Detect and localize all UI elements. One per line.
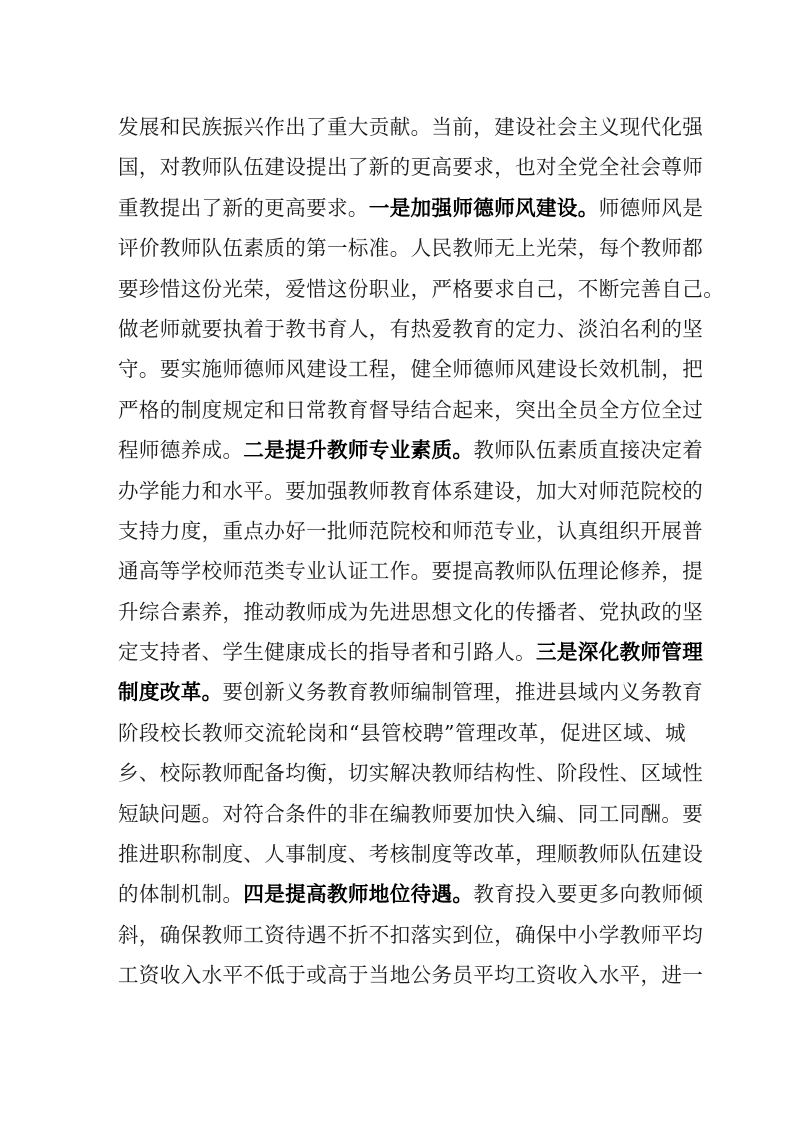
text-line [118, 430, 704, 470]
text-segment: 教育投入要更多向教师倾 [473, 882, 704, 907]
text-line [118, 551, 704, 591]
text-line [118, 632, 704, 672]
text-line [118, 511, 704, 551]
text-segment: 严格的制度规定和日常教育督导结合起来，突出全员全方位全过 [118, 397, 704, 422]
text-line [118, 188, 704, 228]
text-segment: 做老师就要执着于教书育人，有热爱教育的定力、淡泊名利的坚 [118, 316, 704, 341]
text-segment: 工资收入水平不低于或高于当地公务员平均工资收入水平，进一 [118, 963, 704, 988]
bold-heading-phrase: 二是提升教师专业素质。 [243, 438, 474, 463]
text-line [118, 228, 704, 268]
text-line [118, 794, 704, 834]
text-line [118, 309, 704, 349]
body-text [118, 107, 725, 996]
bold-heading-phrase: 制度改革。 [118, 680, 223, 705]
text-segment: 要创新义务教育教师编制管理，推进县域内义务教育 [222, 680, 704, 705]
text-line [118, 592, 704, 632]
text-segment: 发展和民族振兴作出了重大贡献。当前，建设社会主义现代化强 [118, 115, 704, 139]
bold-heading-phrase: 四是提高教师地位待遇。 [243, 882, 474, 907]
text-line [118, 107, 704, 147]
text-line [118, 713, 686, 753]
text-segment: 短缺问题。对符合条件的非在编教师要加快入编、同工同酬。要 [118, 801, 704, 826]
text-segment: 教师队伍素质直接决定着 [473, 438, 704, 463]
text-segment: 重教提出了新的更高要求。 [118, 195, 369, 220]
bold-heading-phrase: 一是加强师德师风建设。 [368, 195, 599, 220]
text-segment: 国，对教师队伍建设提出了新的更高要求，也对全党全社会尊师 [118, 155, 704, 180]
text-segment: 要珍惜这份光荣，爱惜这份职业，严格要求自己，不断完善自己。 [118, 276, 725, 301]
text-segment: 斜，确保教师工资待遇不折不扣落实到位，确保中小学教师平均 [118, 922, 704, 947]
text-segment: 通高等学校师范类专业认证工作。要提高教师队伍理论修养，提 [118, 559, 704, 584]
text-line [118, 753, 704, 793]
text-segment: 升综合素养，推动教师成为先进思想文化的传播者、党执政的坚 [118, 599, 704, 624]
text-line [118, 834, 704, 874]
text-segment: 定支持者、学生健康成长的指导者和引路人。 [118, 640, 536, 665]
text-line [118, 955, 704, 995]
text-segment: 师德师风是 [598, 195, 704, 220]
text-segment: 程师德养成。 [118, 438, 244, 463]
text-segment: 守。要实施师德师风建设工程，健全师德师风建设长效机制，把 [118, 357, 704, 382]
text-segment: 阶段校长教师交流轮岗和“县管校聘”管理改革，促进区域、城 [118, 720, 686, 745]
text-line [118, 672, 704, 712]
bold-heading-phrase: 三是深化教师管理 [536, 640, 704, 665]
text-segment: 推进职称制度、人事制度、考核制度等改革，理顺教师队伍建设 [118, 842, 704, 867]
text-segment: 办学能力和水平。要加强教师教育体系建设，加大对师范院校的 [118, 478, 704, 503]
text-segment: 乡、校际教师配备均衡，切实解决教师结构性、阶段性、区域性 [118, 761, 704, 786]
text-line [118, 471, 704, 511]
text-segment: 的体制机制。 [118, 882, 244, 907]
text-segment: 支持力度，重点办好一批师范院校和师范专业，认真组织开展普 [118, 518, 704, 543]
text-line [118, 915, 704, 955]
text-line [118, 349, 704, 389]
text-line [118, 147, 704, 187]
text-line [118, 390, 704, 430]
text-line [118, 874, 704, 914]
text-line [118, 269, 725, 309]
text-segment: 评价教师队伍素质的第一标准。人民教师无上光荣，每个教师都 [118, 236, 704, 261]
